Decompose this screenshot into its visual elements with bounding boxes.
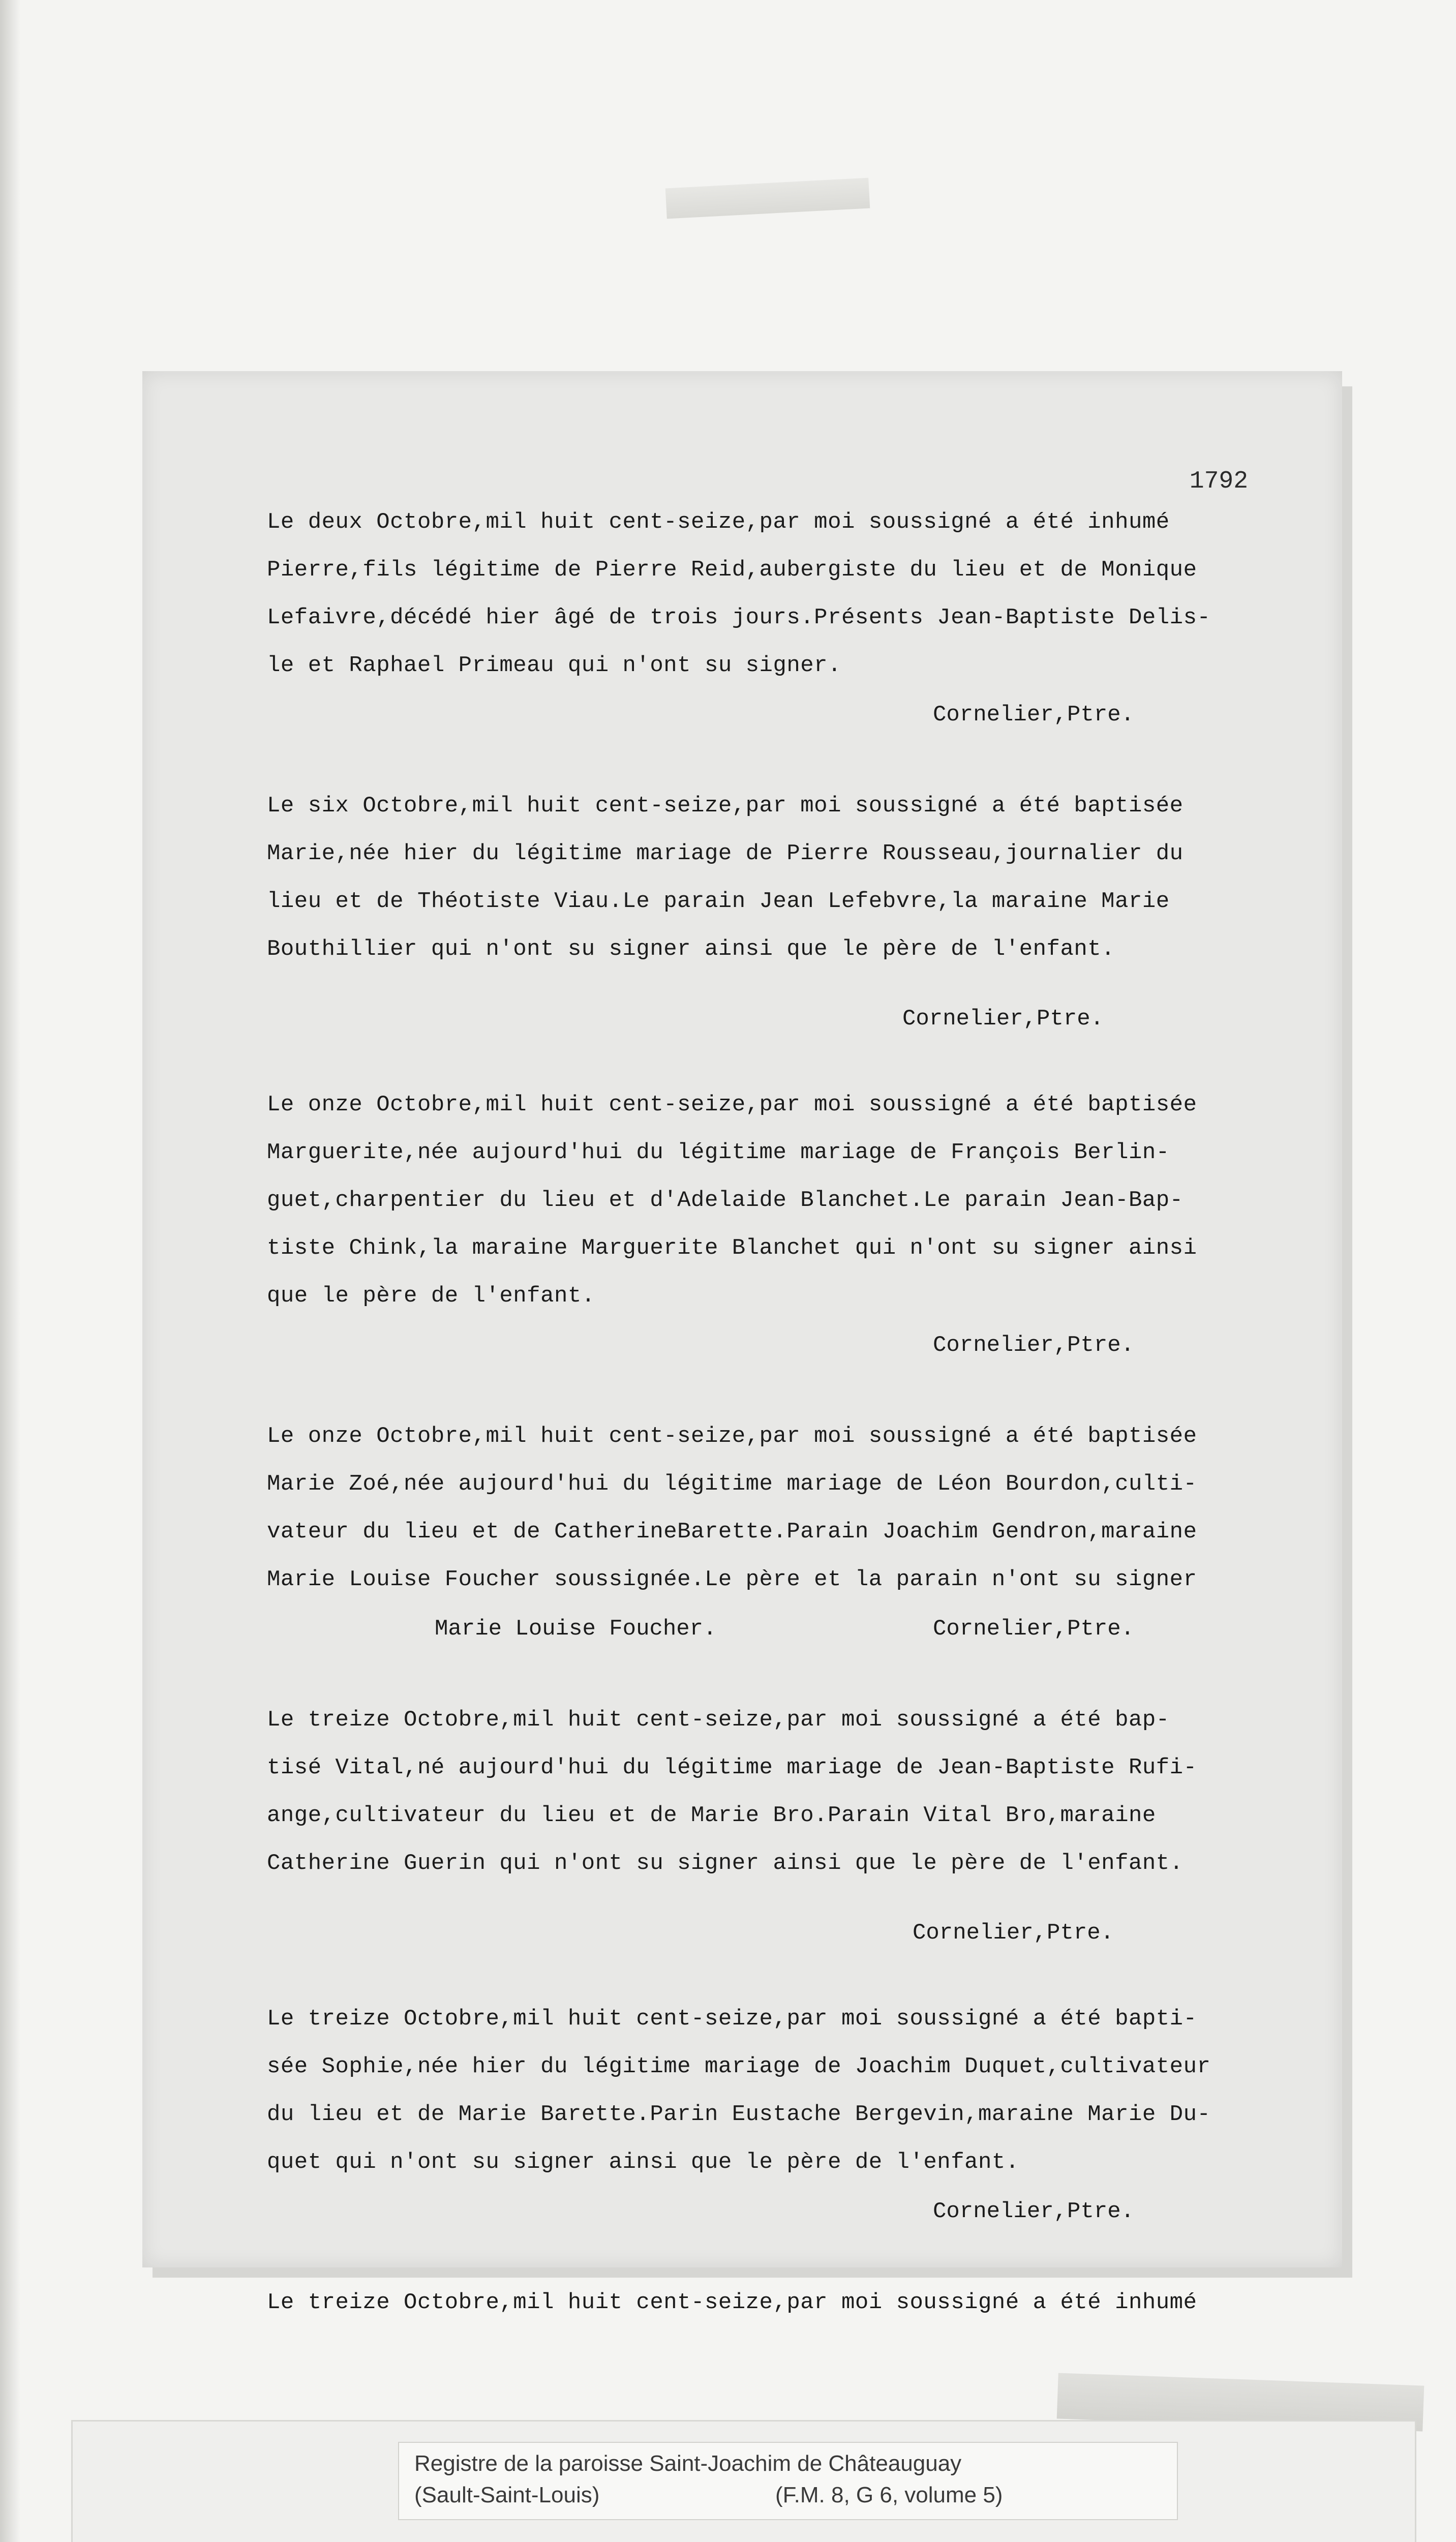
witness-signature: Marie Louise Foucher.: [435, 1616, 717, 1642]
archive-stamp-card: [71, 2420, 1416, 2542]
entry-line: Bouthillier qui n'ont su signer ainsi que le père de l'enfant.: [267, 936, 1115, 962]
priest-signature: Cornelier,Ptre.: [913, 1920, 1114, 1946]
register-entries: [267, 498, 1279, 2326]
entry-line: Marie Zoé,née aujourd'hui du légitime mariage de Léon Bourdon,culti-: [267, 1471, 1197, 1497]
entry-line: Le onze Octobre,mil huit cent-seize,par moi soussigné a été baptisée: [267, 1424, 1197, 1449]
register-entry: [267, 782, 1279, 1044]
entry-line: Le six Octobre,mil huit cent-seize,par moi soussigné a été baptisée: [267, 793, 1184, 819]
signature-row: [267, 2191, 1279, 2242]
entry-line: tisé Vital,né aujourd'hui du légitime mariage de Jean-Baptiste Rufi-: [267, 1755, 1197, 1780]
entry-line: que le père de l'enfant.: [267, 1283, 595, 1309]
entry-line: Le deux Octobre,mil huit cent-seize,par moi soussigné a été inhumé: [267, 509, 1170, 535]
register-page: [142, 371, 1342, 2315]
entry-line: guet,charpentier du lieu et d'Adelaide Blanchet.Le parain Jean-Bap-: [267, 1188, 1184, 1213]
entry-line: Le onze Octobre,mil huit cent-seize,par moi soussigné a été baptisée: [267, 1092, 1197, 1117]
entry-line: lieu et de Théotiste Viau.Le parain Jean Lefebvre,la maraine Marie: [267, 889, 1170, 914]
priest-signature: Cornelier,Ptre.: [933, 2199, 1135, 2224]
entry-line: Le treize Octobre,mil huit cent-seize,par moi soussigné a été bap-: [267, 1707, 1170, 1733]
register-entry: [267, 2279, 1279, 2326]
signature-row: [267, 694, 1279, 745]
priest-signature: Cornelier,Ptre.: [933, 702, 1135, 728]
entry-line: Le treize Octobre,mil huit cent-seize,par moi soussigné a été inhumé: [267, 2290, 1197, 2315]
signature-row: [267, 978, 1279, 1044]
entry-line: le et Raphael Primeau qui n'ont su signer.: [267, 653, 841, 678]
entry-line: ange,cultivateur du lieu et de Marie Bro.Parain Vital Bro,maraine: [267, 1803, 1156, 1828]
signature-row: [267, 1892, 1279, 1958]
entry-line: Marie Louise Foucher soussignée.Le père et la parain n'ont su signer: [267, 1567, 1197, 1592]
scan-edge-shadow: [0, 0, 20, 2542]
reference-volume: (F.M. 8, G 6, volume 5): [775, 2483, 1003, 2507]
register-entry: [267, 1696, 1279, 1958]
entry-line: Marie,née hier du légitime mariage de Pierre Rousseau,journalier du: [267, 841, 1184, 866]
entry-line: quet qui n'ont su signer ainsi que le père de l'enfant.: [267, 2150, 1019, 2175]
entry-line: tiste Chink,la maraine Marguerite Blanchet qui n'ont su signer ainsi: [267, 1235, 1197, 1261]
entry-line: sée Sophie,née hier du légitime mariage de Joachim Duquet,cultivateur: [267, 2054, 1211, 2079]
register-entry: [267, 1412, 1279, 1659]
register-entry: [267, 498, 1279, 745]
register-entry: [267, 1995, 1279, 2242]
signature-row: [267, 1325, 1279, 1376]
entry-line: Marguerite,née aujourd'hui du légitime mariage de François Berlin-: [267, 1140, 1170, 1165]
entry-line: Le treize Octobre,mil huit cent-seize,par moi soussigné a été bapti-: [267, 2006, 1197, 2032]
register-entry: [267, 1081, 1279, 1376]
reference-label: [398, 2442, 1178, 2520]
reference-parish-alias: (Sault-Saint-Louis): [414, 2483, 600, 2507]
page-number: 1792: [1189, 468, 1248, 495]
entry-line: Lefaivre,décédé hier âgé de trois jours.Présents Jean-Baptiste Delis-: [267, 605, 1211, 630]
priest-signature: Cornelier,Ptre.: [933, 1616, 1135, 1642]
entry-line: du lieu et de Marie Barette.Parin Eustache Bergevin,maraine Marie Du-: [267, 2102, 1211, 2127]
entry-line: Catherine Guerin qui n'ont su signer ainsi que le père de l'enfant.: [267, 1851, 1184, 1876]
entry-line: vateur du lieu et de CatherineBarette.Parain Joachim Gendron,maraine: [267, 1519, 1197, 1545]
signature-row: [267, 1609, 1279, 1659]
priest-signature: Cornelier,Ptre.: [933, 1333, 1135, 1358]
reference-register-title: Registre de la paroisse Saint-Joachim de Châteauguay: [414, 2451, 962, 2476]
priest-signature: Cornelier,Ptre.: [902, 1006, 1104, 1032]
entry-line: Pierre,fils légitime de Pierre Reid,aubergiste du lieu et de Monique: [267, 557, 1197, 583]
tape-strip-top: [665, 178, 870, 219]
